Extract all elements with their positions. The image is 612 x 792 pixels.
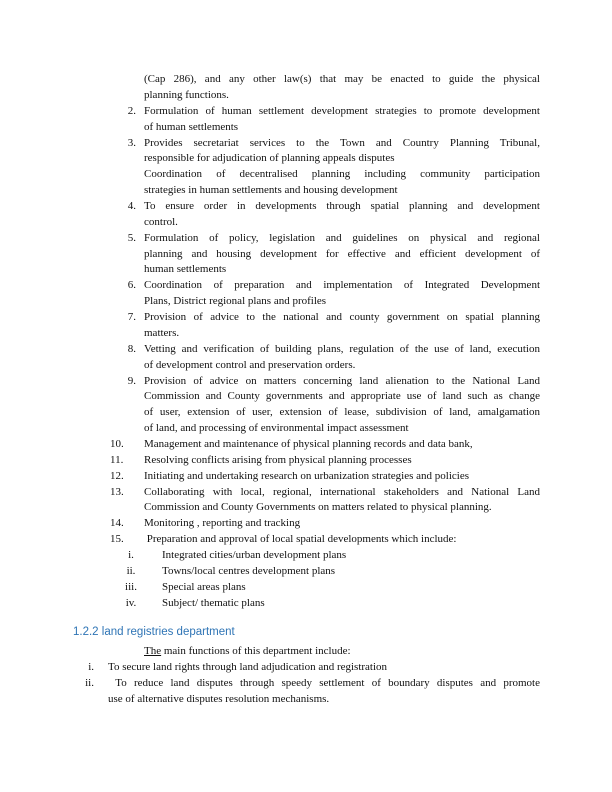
list-item-line: Vetting and verification of building plans, regulation of the use of land, execution <box>144 343 540 355</box>
list-number: 7. <box>127 311 136 323</box>
sub-list-number: iii. <box>125 581 137 593</box>
list-number: 14. <box>110 517 124 529</box>
list-item-line: To reduce land disputes through speedy settlement of boundary disputes and promote <box>108 677 540 689</box>
list-item-line: of user, extension of user, extension of lease, subdivision of land, amalgamation <box>144 406 540 418</box>
sub-list-number: i. <box>128 549 134 561</box>
list-item-line: Provides secretariat services to the Town and Country Planning Tribunal, <box>144 137 540 149</box>
section-heading: 1.2.2 land registries department <box>73 626 235 638</box>
list-item-line: To ensure order in developments through spatial planning and development <box>144 200 540 212</box>
section-intro <box>144 644 351 658</box>
list-number: 2. <box>127 105 136 117</box>
list-number: 6. <box>127 279 136 291</box>
list-number: 4. <box>127 200 136 212</box>
list-item-line: Monitoring , reporting and tracking <box>144 517 301 529</box>
list-number: 11. <box>110 454 124 466</box>
sub-list-item: Subject/ thematic plans <box>162 597 265 609</box>
list-item-line: Coordination of decentralised planning including community participation <box>144 168 540 180</box>
list-item-line: of development control and preservation orders. <box>144 359 356 371</box>
list-number: 9. <box>127 375 136 387</box>
list-item-line: matters. <box>144 327 180 339</box>
list-item-line: Resolving conflicts arising from physical planning processes <box>144 454 412 466</box>
sub-list-item: Integrated cities/urban development plans <box>162 549 347 561</box>
list-item-line: planning and housing development for effective and efficient development of <box>144 248 540 260</box>
list-item-line: Provision of advice to the national and county government on spatial planning <box>144 311 540 323</box>
list-item-line: To secure land rights through land adjudication and registration <box>108 661 388 673</box>
sub-list-number: iv. <box>125 597 137 609</box>
list-item-line: Formulation of policy, legislation and guidelines on physical and regional <box>144 232 540 244</box>
list-number: 12. <box>110 470 124 482</box>
sub-list-item: Special areas plans <box>162 581 246 593</box>
list-item-line: control. <box>144 216 178 228</box>
list-number: 10. <box>110 438 124 450</box>
list-item-line: human settlements <box>144 263 227 275</box>
list-number: i. <box>88 661 94 673</box>
list-item-line: Commission and County governments and appropriate use of land such as change <box>144 390 540 402</box>
list-item-line: Management and maintenance of physical planning records and data bank, <box>144 438 473 450</box>
list-item-line: Collaborating with local, regional, international stakeholders and National Land <box>144 486 540 498</box>
list-item-line: Coordination of preparation and implementation of Integrated Development <box>144 279 540 291</box>
intro-underlined-word: The <box>144 645 162 657</box>
list-item-line: of land, and processing of environmental impact assessment <box>144 422 409 434</box>
list-item-line: use of alternative disputes resolution mechanisms. <box>108 693 330 705</box>
sub-list-number: ii. <box>126 565 136 577</box>
list-item-line: Formulation of human settlement development strategies to promote development <box>144 105 540 117</box>
list-item-line: Plans, District regional plans and profiles <box>144 295 327 307</box>
list-number: 3. <box>127 137 136 149</box>
list-number: 13. <box>110 486 124 498</box>
sub-list-item: Towns/local centres development plans <box>162 565 336 577</box>
intro-rest: main functions of this department include: <box>161 645 351 657</box>
list-number: 8. <box>127 343 136 355</box>
list-number: 15. <box>110 533 124 545</box>
list-item-line: Preparation and approval of local spatial developments which include: <box>144 533 457 545</box>
list-item-line: Commission and County Governments on matters related to physical planning. <box>144 501 492 513</box>
list-item-line: Provision of advice on matters concerning land alienation to the National Land <box>144 375 540 387</box>
list-item-line: of human settlements <box>144 121 239 133</box>
intro-continuation-line-2: planning functions. <box>144 89 229 101</box>
list-item-line: responsible for adjudication of planning appeals disputes <box>144 152 395 164</box>
list-number: ii. <box>85 677 94 689</box>
list-item-line: Initiating and undertaking research on urbanization strategies and policies <box>144 470 469 482</box>
list-number: 5. <box>127 232 136 244</box>
list-item-line: strategies in human settlements and housing development <box>144 184 398 196</box>
intro-continuation-line-1: (Cap 286), and any other law(s) that may be enacted to guide the physical <box>144 73 540 85</box>
